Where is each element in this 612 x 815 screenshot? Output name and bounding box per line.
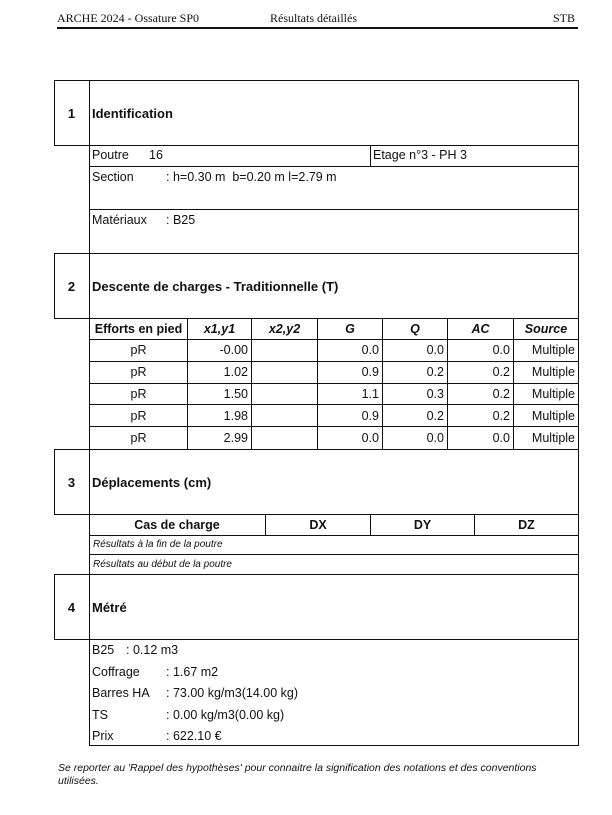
descente-cell-x2y2 [251, 405, 317, 427]
section-1-title: Identification [92, 105, 173, 121]
descente-cell-g: 0.0 [317, 340, 382, 362]
descente-row [89, 427, 579, 449]
deplacements-col-dy: DY [370, 514, 474, 535]
descente-cell-q: 0.3 [382, 383, 447, 405]
materiaux-value: : B25 [166, 213, 196, 227]
section-2-number: 2 [67, 278, 76, 294]
deplacements-col-cas: Cas de charge [134, 517, 220, 532]
descente-col-g: G [317, 318, 382, 340]
descente-cell-x2y2 [251, 340, 317, 362]
metre-label-barres: Barres HA [92, 686, 150, 700]
metre-value-coffrage: : 1.67 m2 [166, 665, 219, 679]
section-label: Section [92, 170, 134, 184]
metre-label-coffrage: Coffrage [92, 665, 140, 679]
descente-row [89, 362, 579, 384]
poutre-row-divider [370, 145, 371, 167]
descente-cell-source: Multiple [513, 427, 579, 449]
descente-cell-efforts: pR [89, 427, 187, 449]
descente-cell-source: Multiple [513, 340, 579, 362]
descente-cell-x2y2 [251, 427, 317, 449]
footnote: Se reporter au 'Rappel des hypothèses' pour connaitre la signification des notations et des conventions utilisées. [58, 762, 537, 787]
descente-cell-q: 0.0 [382, 427, 447, 449]
metre-label-b25: B25 [92, 643, 115, 657]
descente-cell-efforts: pR [89, 362, 187, 384]
descente-col-efforts: Efforts en pied [89, 318, 187, 340]
metre-label-ts: TS [92, 708, 108, 722]
descente-cell-ac: 0.2 [447, 362, 513, 384]
descente-cell-source: Multiple [513, 362, 579, 384]
poutre-label: Poutre [92, 148, 129, 162]
descente-cell-efforts: pR [89, 340, 187, 362]
metre-value-barres: : 73.00 kg/m3(14.00 kg) [166, 686, 299, 700]
descente-cell-efforts: pR [89, 383, 187, 405]
descente-row [89, 383, 579, 405]
header-rule [57, 27, 578, 29]
descente-cell-g: 1.1 [317, 383, 382, 405]
section-2-title: Descente de charges - Traditionnelle (T) [92, 278, 339, 294]
descente-col-x1y1: x1,y1 [187, 318, 251, 340]
descente-cell-ac: 0.2 [447, 405, 513, 427]
descente-cell-g: 0.0 [317, 427, 382, 449]
section-4-title: Métré [92, 599, 127, 615]
metre-value-prix: : 622.10 € [166, 729, 222, 743]
descente-col-x2y2: x2,y2 [251, 318, 317, 340]
descente-cell-ac: 0.0 [447, 340, 513, 362]
descente-cell-q: 0.0 [382, 340, 447, 362]
descente-col-source: Source [513, 318, 579, 340]
descente-cell-x2y2 [251, 362, 317, 384]
descente-col-ac: AC [447, 318, 513, 340]
deplacements-note-debut: Résultats au début de la poutre [89, 554, 579, 575]
descente-cell-x1y1: 1.02 [187, 362, 251, 384]
deplacements-col-dz: DZ [474, 514, 578, 535]
descente-cell-g: 0.9 [317, 405, 382, 427]
section-4-number: 4 [67, 599, 76, 615]
descente-row [89, 340, 579, 362]
descente-row [89, 405, 579, 427]
descente-cell-ac: 0.2 [447, 383, 513, 405]
descente-cell-source: Multiple [513, 383, 579, 405]
header-company: STB [553, 11, 576, 25]
section-value: : h=0.30 m b=0.20 m l=2.79 m [166, 170, 337, 184]
descente-cell-x2y2 [251, 383, 317, 405]
descente-cell-g: 0.9 [317, 362, 382, 384]
descente-cell-x1y1: 1.50 [187, 383, 251, 405]
header-app-title: ARCHE 2024 - Ossature SP0 [57, 11, 200, 25]
deplacements-col-dx: DX [265, 514, 370, 535]
section-3-number: 3 [67, 474, 76, 490]
section-1-number: 1 [67, 105, 76, 121]
header-page-title: Résultats détaillés [270, 11, 357, 25]
materiaux-row [89, 209, 579, 253]
descente-cell-x1y1: -0.00 [187, 340, 251, 362]
metre-value-b25: : 0.12 m3 [126, 643, 179, 657]
descente-cell-x1y1: 1.98 [187, 405, 251, 427]
descente-cell-x1y1: 2.99 [187, 427, 251, 449]
descente-header-row [89, 318, 579, 340]
etage-value: Etage n°3 - PH 3 [373, 148, 467, 162]
materiaux-label: Matériaux [92, 213, 147, 227]
descente-cell-ac: 0.0 [447, 427, 513, 449]
poutre-value: 16 [149, 148, 163, 162]
metre-label-prix: Prix [92, 729, 114, 743]
descente-cell-efforts: pR [89, 405, 187, 427]
section-3-title: Déplacements (cm) [92, 474, 212, 490]
descente-cell-q: 0.2 [382, 405, 447, 427]
deplacements-note-fin: Résultats à la fin de la poutre [89, 535, 579, 555]
descente-cell-source: Multiple [513, 405, 579, 427]
descente-cell-q: 0.2 [382, 362, 447, 384]
metre-value-ts: : 0.00 kg/m3(0.00 kg) [166, 708, 285, 722]
descente-col-q: Q [382, 318, 447, 340]
